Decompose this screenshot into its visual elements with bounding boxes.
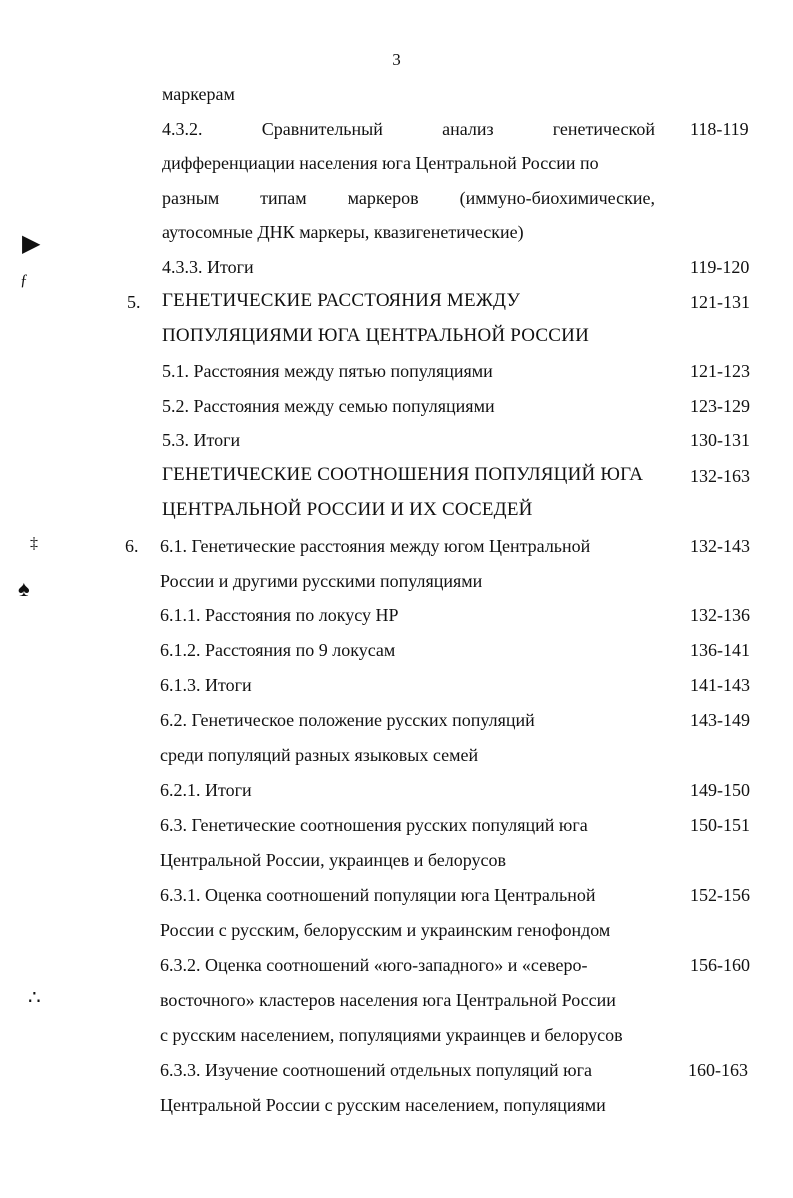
chapter-title: ЦЕНТРАЛЬНОЙ РОССИИ И ИХ СОСЕДЕЙ <box>162 499 533 520</box>
toc-pages: 119-120 <box>690 257 750 277</box>
toc-line: аутосомные ДНК маркеры, квазигенетические) <box>162 222 524 242</box>
toc-justified-line <box>162 118 655 140</box>
toc-line: восточного» кластеров населения юга Центральной России <box>160 990 616 1010</box>
toc-line: России и другими русскими популяциями <box>160 571 483 591</box>
toc-pages: 141-143 <box>690 675 750 695</box>
toc-pages: 149-150 <box>690 780 750 800</box>
toc-word: генетической <box>552 119 655 139</box>
scan-artifact: ♠ <box>18 576 30 601</box>
chapter-title: ПОПУЛЯЦИЯМИ ЮГА ЦЕНТРАЛЬНОЙ РОССИИ <box>162 325 589 346</box>
chapter-number: 6. <box>125 536 139 556</box>
toc-pages: 118-119 <box>690 119 749 139</box>
scan-artifact: ∴ <box>28 987 41 1009</box>
toc-pages: 132-136 <box>690 605 750 625</box>
toc-word: маркеров <box>347 188 419 208</box>
toc-pages: 160-163 <box>688 1060 748 1080</box>
toc-justified-line <box>162 187 655 209</box>
toc-word: типам <box>260 188 307 208</box>
toc-line: 5.3. Итоги <box>162 430 241 450</box>
page-number: 3 <box>392 50 401 69</box>
toc-word: (иммуно-биохимические, <box>459 188 655 208</box>
toc-line: 6.2. Генетическое положение русских популяций <box>160 710 535 730</box>
toc-pages: 123-129 <box>690 396 750 416</box>
toc-line: 6.3.2. Оценка соотношений «юго-западного» и «северо- <box>160 955 588 975</box>
toc-line: с русским населением, популяциями украинцев и белорусов <box>160 1025 623 1045</box>
toc-pages: 121-131 <box>690 292 750 312</box>
chapter-number: 5. <box>127 292 141 312</box>
toc-line: 6.3. Генетические соотношения русских популяций юга <box>160 815 588 835</box>
toc-line: 6.1.1. Расстояния по локусу HP <box>160 605 399 625</box>
toc-line: России с русским, белорусским и украинским генофондом <box>160 920 611 940</box>
toc-line: 5.1. Расстояния между пятью популяциями <box>162 361 493 381</box>
toc-line: дифференциации населения юга Центральной России по <box>162 153 599 173</box>
toc-line: 6.1. Генетические расстояния между югом Центральной <box>160 536 591 556</box>
toc-word: анализ <box>442 119 494 139</box>
toc-line: 4.3.3. Итоги <box>162 257 254 277</box>
toc-line: маркерам <box>162 84 235 104</box>
toc-pages: 132-143 <box>690 536 750 556</box>
toc-line: среди популяций разных языковых семей <box>160 745 479 765</box>
toc-word: разным <box>162 188 220 208</box>
toc-pages: 152-156 <box>690 885 750 905</box>
scan-artifact: ▶ <box>22 231 41 257</box>
toc-pages: 150-151 <box>690 815 750 835</box>
toc-line: 6.1.2. Расстояния по 9 локусам <box>160 640 396 660</box>
toc-line: 6.3.3. Изучение соотношений отдельных популяций юга <box>160 1060 592 1080</box>
chapter-title: ГЕНЕТИЧЕСКИЕ РАССТОЯНИЯ МЕЖДУ <box>162 290 521 311</box>
toc-pages: 132-163 <box>690 466 750 486</box>
toc-pages: 156-160 <box>690 955 750 975</box>
toc-pages: 130-131 <box>690 430 750 450</box>
toc-line: 6.2.1. Итоги <box>160 780 252 800</box>
toc-line: 6.3.1. Оценка соотношений популяции юга Центральной <box>160 885 596 905</box>
toc-line: 6.1.3. Итоги <box>160 675 252 695</box>
toc-line: Центральной России с русским населением, популяциями <box>160 1095 606 1115</box>
toc-line: Центральной России, украинцев и белорусов <box>160 850 506 870</box>
scan-artifact: ‡ <box>30 535 38 552</box>
toc-word: Сравнительный <box>261 119 383 139</box>
toc-pages: 121-123 <box>690 361 750 381</box>
toc-pages: 136-141 <box>690 640 750 660</box>
toc-line: 5.2. Расстояния между семью популяциями <box>162 396 495 416</box>
toc-pages: 143-149 <box>690 710 750 730</box>
scan-artifact: ƒ <box>20 272 28 289</box>
chapter-title: ГЕНЕТИЧЕСКИЕ СООТНОШЕНИЯ ПОПУЛЯЦИЙ ЮГА <box>162 464 644 485</box>
toc-word: 4.3.2. <box>162 119 203 139</box>
